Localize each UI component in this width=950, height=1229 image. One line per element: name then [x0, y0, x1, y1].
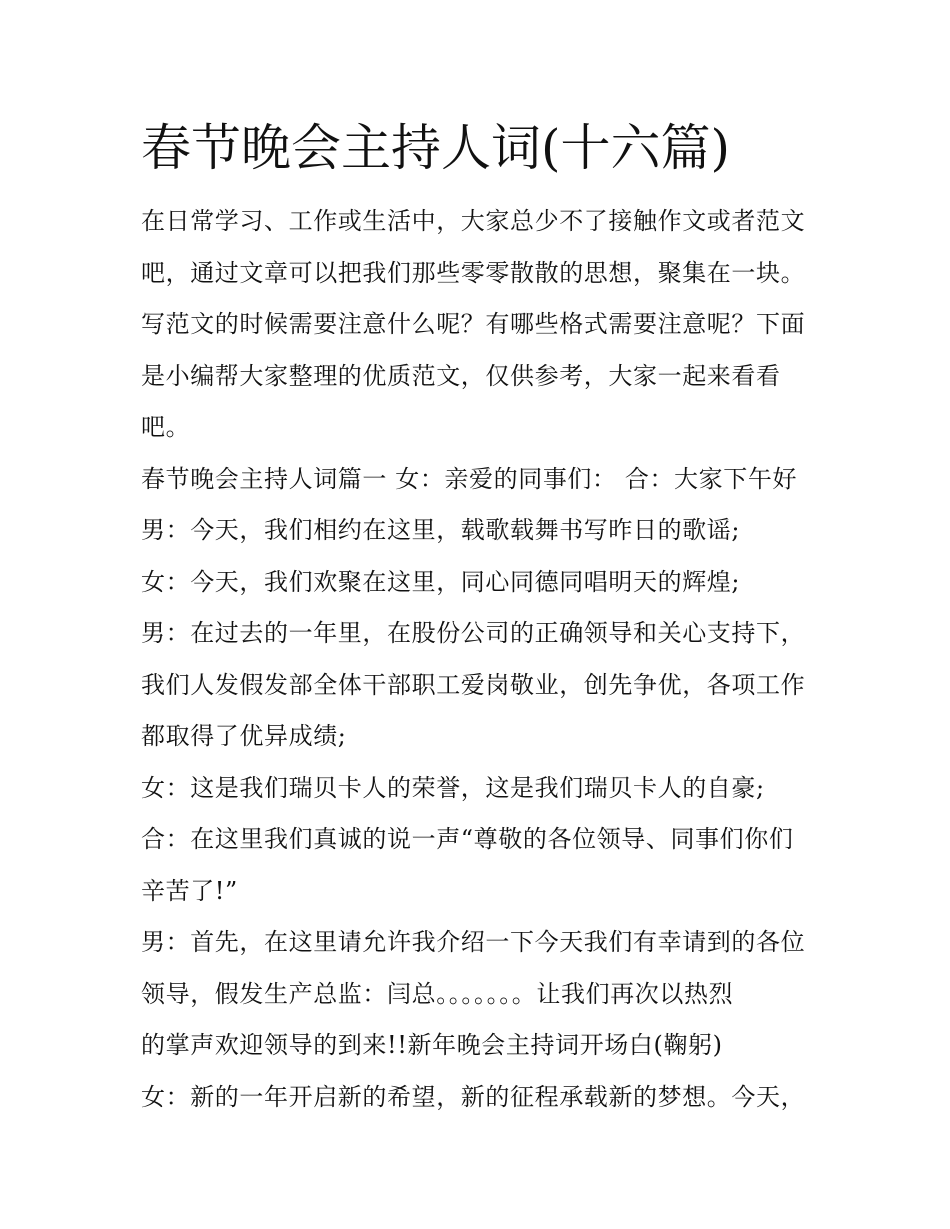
body-line: 辛苦了!”: [141, 876, 238, 905]
body-line: 在日常学习、工作或生活中，大家总少不了接触作文或者范文: [141, 207, 806, 235]
document-body: [141, 196, 821, 1123]
body-line: 领导，假发生产总监：闫总。。。。。。。让我们再次以热烈: [141, 979, 734, 1008]
body-line: 男：今天，我们相约在这里，载歌载舞书写昨日的歌谣;: [141, 516, 741, 544]
body-line: 都取得了优异成绩;: [141, 722, 347, 750]
body-line: 是小编帮大家整理的优质范文，仅供参考，大家一起来看看: [141, 361, 781, 390]
body-line: 我们人发假发部全体干部职工爱岗敬业，创先争优，各项工作: [141, 670, 806, 699]
body-line: 男：首先，在这里请允许我介绍一下今天我们有幸请到的各位: [141, 928, 806, 956]
body-line: 的掌声欢迎领导的到来!!新年晚会主持词开场白(鞠躬): [141, 1031, 723, 1059]
body-line: 女：新的一年开启新的希望，新的征程承载新的梦想。今天，: [141, 1082, 806, 1111]
body-line: 吧。: [141, 413, 191, 441]
body-line: 春节晚会主持人词篇一 女：亲爱的同事们： 合：大家下午好: [141, 464, 798, 493]
body-line: 男：在过去的一年里，在股份公司的正确领导和关心支持下，: [141, 619, 806, 647]
body-line: 写范文的时候需要注意什么呢？有哪些格式需要注意呢？下面: [141, 310, 806, 338]
body-line: 合：在这里我们真诚的说一声“尊敬的各位领导、同事们你们: [141, 825, 794, 853]
body-line: 女：这是我们瑞贝卡人的荣誉，这是我们瑞贝卡人的自豪;: [141, 773, 765, 802]
body-line: 吧，通过文章可以把我们那些零零散散的思想，聚集在一块。: [141, 258, 806, 287]
body-line: 女：今天，我们欢聚在这里，同心同德同唱明天的辉煌;: [141, 567, 741, 596]
document-title: 春节晚会主持人词(十六篇): [141, 119, 731, 177]
